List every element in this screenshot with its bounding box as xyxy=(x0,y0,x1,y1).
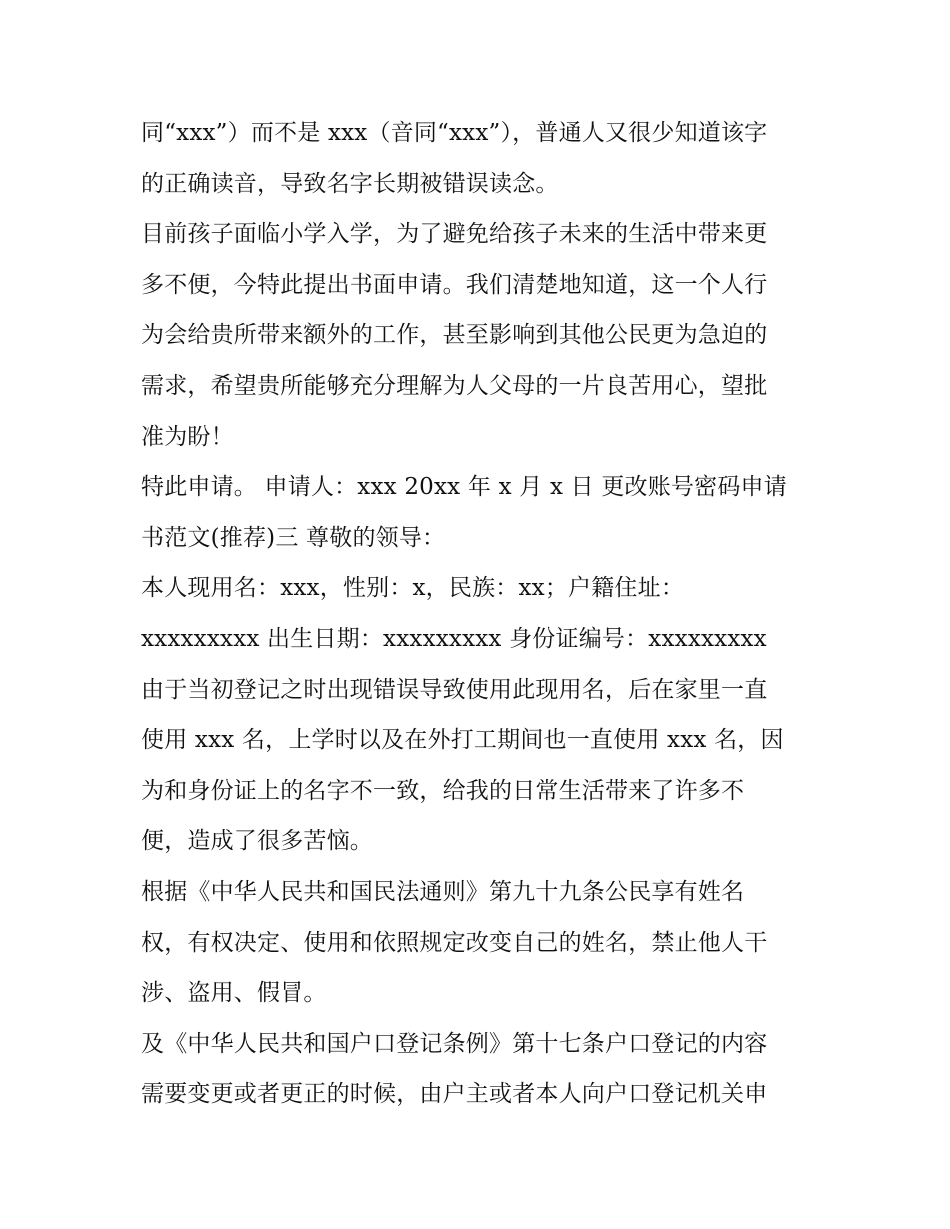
text-line: 涉、盗用、假冒。 xyxy=(141,980,327,1007)
text-line: 由于当初登记之时出现错误导致使用此现用名，后在家里一直 xyxy=(141,676,768,703)
text-line: 便，造成了很多苦恼。 xyxy=(141,828,373,855)
text-line: 多不便，今特此提出书面申请。我们清楚地知道，这一个人行 xyxy=(141,271,768,298)
text-line: 书范文(推荐)三 尊敬的领导： xyxy=(141,524,446,551)
text-line: 需求，希望贵所能够充分理解为人父母的一片良苦用心，望批 xyxy=(141,372,768,399)
text-line: 根据《中华人民共和国民法通则》第九十九条公民享有姓名 xyxy=(141,878,745,905)
text-line: 权，有权决定、使用和依照规定改变自己的姓名，禁止他人干 xyxy=(141,929,768,956)
text-line: 为和身份证上的名字不一致，给我的日常生活带来了许多不 xyxy=(141,777,745,804)
text-line: 需要变更或者更正的时候，由户主或者本人向户口登记机关申 xyxy=(141,1081,768,1108)
text-line: xxxxxxxxx 出生日期：xxxxxxxxx 身份证编号：xxxxxxxxx xyxy=(141,625,767,652)
text-line: 同“xxx”）而不是 xxx（音同“xxx”），普通人又很少知道该字 xyxy=(141,120,768,146)
text-line: 本人现用名：xxx，性别：x，民族：xx；户籍住址： xyxy=(141,575,685,602)
text-line: 特此申请。 申请人：xxx 20xx 年 x 月 x 日 更改账号密码申请 xyxy=(141,474,787,501)
text-line: 目前孩子面临小学入学，为了避免给孩子未来的生活中带来更 xyxy=(141,221,768,248)
text-line: 及《中华人民共和国户口登记条例》第十七条户口登记的内容 xyxy=(141,1030,768,1057)
text-line: 准为盼！ xyxy=(141,423,234,450)
text-line: 的正确读音，导致名字长期被错误读念。 xyxy=(141,170,559,197)
text-line: 使用 xxx 名，上学时以及在外打工期间也一直使用 xxx 名，因 xyxy=(141,727,784,754)
text-line: 为会给贵所带来额外的工作，甚至影响到其他公民更为急迫的 xyxy=(141,322,768,349)
document-body xyxy=(141,108,821,1120)
